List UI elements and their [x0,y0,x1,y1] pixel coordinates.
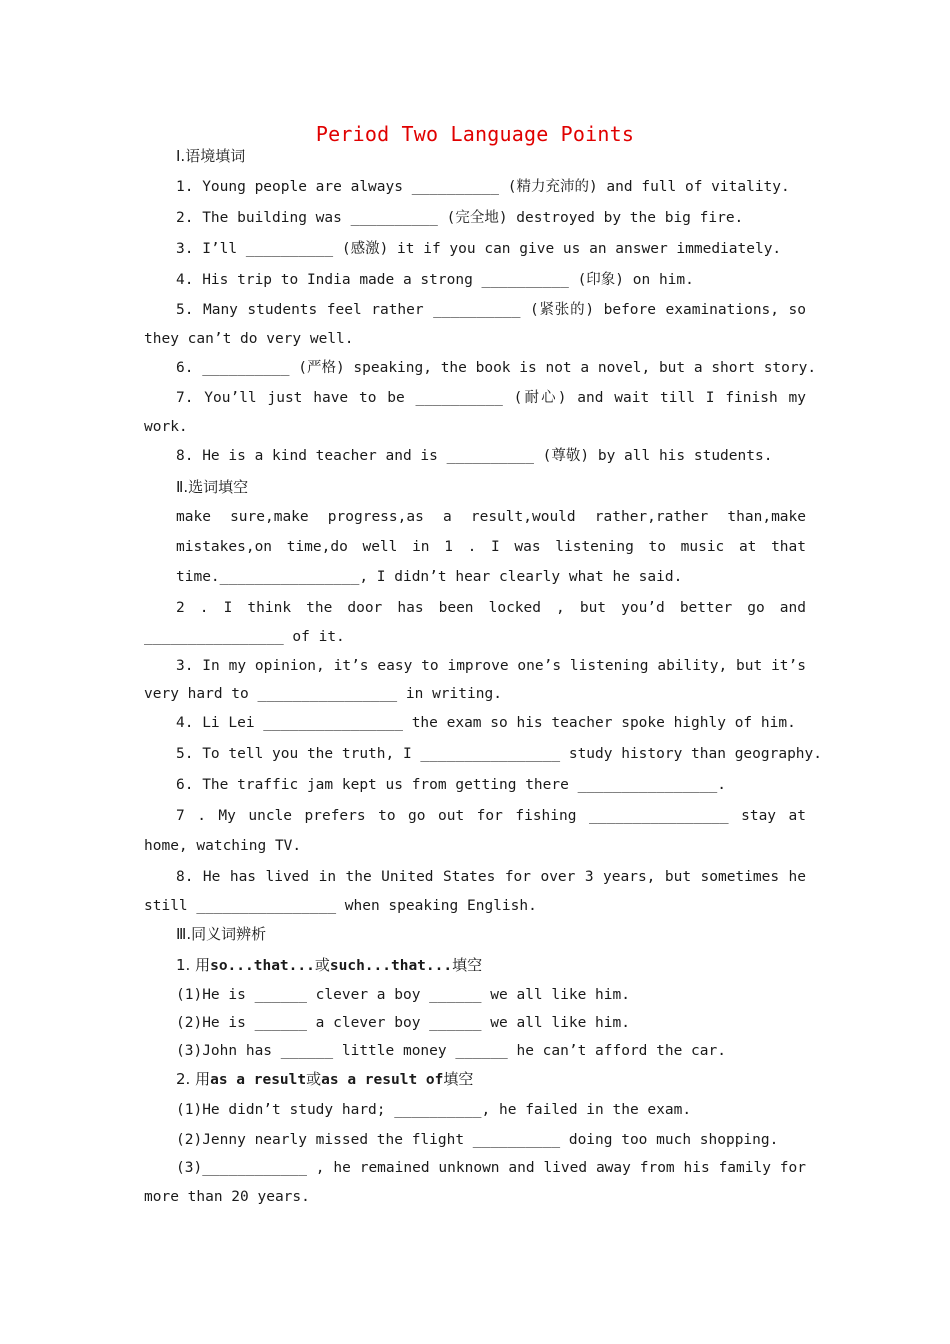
exercise-2-item: 8. He has lived in the United States for over 3 years, but sometimes he [176,869,806,885]
exercise-1-item: 7. You’ll just have to be __________ (耐心) and wait till I finish my [176,390,806,406]
exercise-1-item: 2. The building was __________ (完全地) destroyed by the big fire. [176,210,744,226]
q2-option-a: as a result [210,1072,307,1088]
exercise-1-item-continued: work. [144,419,188,435]
exercise-1-item-continued: they can’t do very well. [144,331,354,347]
exercise-1-item: 8. He is a kind teacher and is __________ (尊敬) by all his students. [176,448,773,464]
q2-prefix: 2. 用 [176,1070,211,1088]
exercise-2-item: 5. To tell you the truth, I ________________ study history than geography. [176,746,823,762]
word-bank-continued: mistakes,on time,do well in 1 . I was listening to music at that [176,539,806,555]
exercise-2-item: 7 . My uncle prefers to go out for fishing ________________ stay at [176,808,806,824]
q1-suffix: 填空 [452,956,483,974]
exercise-3-question-1 [176,955,482,976]
exercise-2-item: 6. The traffic jam kept us from getting there ________________. [176,777,726,793]
q2-suffix: 填空 [443,1070,474,1088]
exercise-3-item-continued: more than 20 years. [144,1189,310,1205]
exercise-2-item-continued: home, watching TV. [144,838,302,854]
exercise-3-item: (3)John has ______ little money ______ he can’t afford the car. [176,1043,726,1059]
q1-prefix: 1. 用 [176,956,211,974]
exercise-3-item: (1)He didn’t study hard; __________, he failed in the exam. [176,1102,692,1118]
exercise-1-item: 6. __________ (严格) speaking, the book is not a novel, but a short story. [176,360,817,376]
exercise-3-item: (3)____________ , he remained unknown and lived away from his family for [176,1160,806,1176]
exercise-2-item-continued: ________________ of it. [144,629,345,645]
exercise-2-item-continued: very hard to ________________ in writing. [144,686,502,702]
exercise-2-item: time.________________, I didn’t hear clearly what he said. [176,569,683,585]
exercise-1-item: 3. I’ll __________ (感激) it if you can give us an answer immediately. [176,241,782,257]
exercise-3-question-2 [176,1069,473,1090]
exercise-1-item: 4. His trip to India made a strong __________ (印象) on him. [176,272,694,288]
exercise-2-item: 2 . I think the door has been locked , but you’d better go and [176,600,806,616]
section-heading-1: Ⅰ.语境填词 [176,147,246,165]
exercise-3-item: (1)He is ______ clever a boy ______ we all like him. [176,987,630,1003]
exercise-3-item: (2)He is ______ a clever boy ______ we all like him. [176,1015,630,1031]
exercise-3-item: (2)Jenny nearly missed the flight __________ doing too much shopping. [176,1132,779,1148]
q1-option-a: so...that... [210,958,315,974]
section-heading-2: Ⅱ.选词填空 [176,478,249,496]
section-heading-3: Ⅲ.同义词辨析 [176,925,267,943]
q1-option-b: such...that... [329,958,453,974]
word-bank: make sure,make progress,as a result,would rather,rather than,make [176,509,806,525]
exercise-2-item: 4. Li Lei ________________ the exam so his teacher spoke highly of him. [176,715,796,731]
page-title: Period Two Language Points [315,122,635,146]
exercise-1-item: 1. Young people are always __________ (精力充沛的) and full of vitality. [176,179,790,195]
exercise-2-item: 3. In my opinion, it’s easy to improve one’s listening ability, but it’s [176,658,806,674]
q2-option-b: as a result of [321,1072,444,1088]
q1-or: 或 [314,956,330,974]
q2-or: 或 [306,1070,322,1088]
exercise-1-item: 5. Many students feel rather __________ (紧张的) before examinations, so [176,302,806,318]
exercise-2-item-continued: still ________________ when speaking English. [144,898,537,914]
